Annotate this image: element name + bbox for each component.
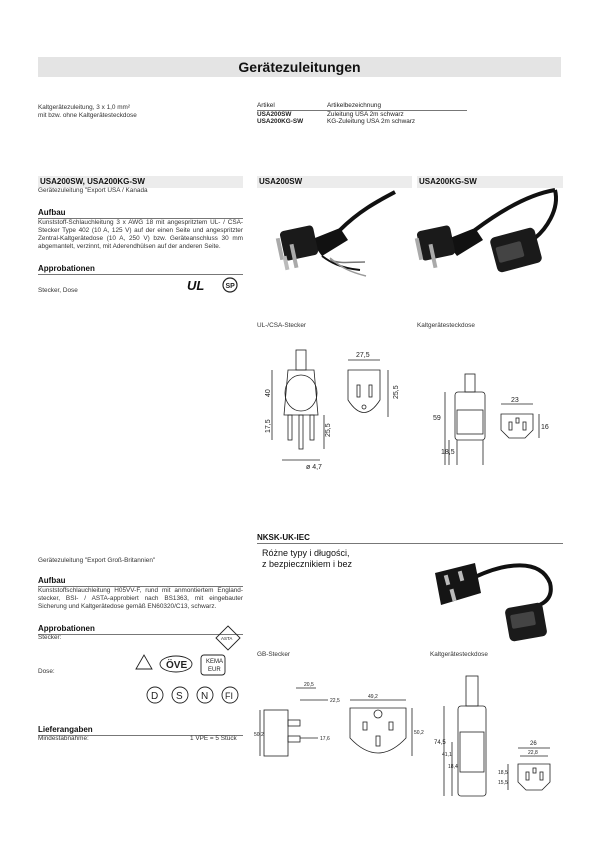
dim-26: 26: [530, 741, 537, 747]
uk-approval-marks: [128, 625, 243, 710]
usa-aufbau-text: Kunststoff-Schlauchleitung 3 x AWG 18 mit angespritztem UL- / CSA-Stecker Type 402 (10 A, 125 V) auf der einen Seite und angespritzter Zentral-Kaltgerätedose (10 A, 250 V) bzw. Geräteanschluss 30 mm abgemantelt, verzinnt, mit Aderendhülsen auf der anderen Seite.: [38, 219, 243, 250]
uk-section-header: NKSK-UK-IEC: [257, 533, 310, 542]
product-header-usa200sw: USA200SW: [257, 176, 412, 188]
dim-22-8: 22,8: [528, 750, 538, 756]
usa-approb-title: Approbationen: [38, 264, 95, 273]
table-row: [257, 118, 467, 126]
dim-41-1: 41,1: [442, 752, 452, 758]
dim-17-6: 17,6: [320, 736, 330, 742]
usa-section-header: USA200SW, USA200KG-SW: [38, 176, 243, 188]
gb-stecker-caption: GB-Stecker: [257, 651, 291, 658]
gb-plug-drawing: [254, 678, 424, 773]
dim-74-5: 74,5: [434, 740, 446, 746]
usa-plug-photo: [270, 190, 400, 280]
article-header-col: Artikel: [257, 102, 275, 109]
approval-marks: [185, 275, 245, 295]
dim-25-5: 25,5: [393, 385, 400, 399]
dim-27-5: 27,5: [356, 352, 370, 359]
article-description: KG-Zuleitung USA 2m schwarz: [327, 118, 416, 125]
kg-dose-drawing: [425, 370, 555, 480]
uk-note-line-1: Różne typy i długości,: [262, 548, 350, 558]
mindest-value: 1 VPE = 5 Stück: [190, 735, 237, 742]
usa-approb-label: Stecker, Dose: [38, 287, 78, 294]
dim-49-2: 49,2: [368, 694, 378, 700]
usa-aufbau-title: Aufbau: [38, 208, 66, 217]
dim-18-4: 18,4: [448, 764, 458, 770]
uk-kg-dose-caption: Kaltgerätesteckdose: [430, 651, 488, 658]
usa-subtitle: Gerätezuleitung "Export USA / Kanada: [38, 187, 148, 194]
liefer-title: Lieferangaben: [38, 725, 93, 734]
article-code: USA200KG-SW: [257, 118, 304, 125]
uk-aufbau-title: Aufbau: [38, 576, 66, 585]
dim-18-5: 18,5: [441, 449, 455, 456]
mindest-label: Mindestabnahme:: [38, 735, 89, 742]
uk-plug-photo: [425, 553, 555, 648]
dim-18-5: 18,5: [498, 770, 508, 776]
description-header-col: Artikelbezeichnung: [327, 102, 381, 109]
article-table: [257, 102, 467, 126]
kg-dose-caption: Kaltgerätesteckdose: [417, 322, 475, 329]
product-header-usa200kg: USA200KG-SW: [417, 176, 563, 188]
kema-mark-text-2: EUR: [208, 667, 221, 673]
dim-40: 40: [265, 389, 272, 397]
divider: [257, 543, 563, 544]
dim-50-2-right: 50,2: [414, 730, 424, 736]
s-mark-text: S: [176, 691, 183, 702]
uk-subtitle: Gerätezuleitung "Export Groß-Britannien": [38, 557, 156, 564]
uk-kg-dose-drawing: [430, 672, 560, 812]
usa-kg-plug-photo: [415, 190, 565, 280]
ul-csa-caption: UL-/CSA-Stecker: [257, 322, 307, 329]
ul-mark-icon: UL: [187, 278, 205, 293]
dim-16: 16: [541, 424, 549, 431]
table-row: [257, 111, 467, 119]
uk-dose-label: Dose:: [38, 668, 55, 675]
dim-20-5: 20,5: [304, 682, 314, 688]
bsi-mark-icon: [136, 655, 152, 669]
d-mark-text: D: [151, 691, 159, 702]
article-description: Zuleitung USA 2m schwarz: [327, 110, 404, 118]
fi-mark-text: FI: [225, 691, 233, 701]
dim-50-2-left: 50,2: [254, 732, 264, 738]
dim-17-5: 17,5: [265, 419, 272, 433]
page-title: Gerätezuleitungen: [38, 57, 561, 77]
uk-note: [262, 548, 352, 570]
ul-csa-plug-drawing: [262, 345, 412, 495]
uk-stecker-label: Stecker:: [38, 634, 62, 641]
uk-note-line-2: z bezpiecznikiem i bez: [262, 559, 353, 569]
dim-15-5: 15,5: [498, 780, 508, 786]
uk-approb-title: Approbationen: [38, 624, 95, 633]
asta-mark-text: ASTA: [221, 636, 233, 641]
dim-23: 23: [511, 397, 519, 404]
ove-mark-text: ÖVE: [166, 660, 188, 671]
article-table-header: [257, 102, 467, 110]
dim-59: 59: [433, 415, 441, 422]
dim-25-5-pin: 25,5: [325, 423, 332, 437]
n-mark-text: N: [201, 691, 209, 702]
dim-diameter: ø 4,7: [306, 464, 322, 471]
uk-aufbau-text: Kunststoffschlauchleitung H05VV-F, rund mit anmontiertem England-stecker, BSI- / ASTA-approbiert nach BS1363, mit eingebauter Sicherung und Kaltgerätedose gemäß EN60320/C13, schwarz.: [38, 587, 243, 610]
csa-mark-text: SP: [225, 283, 235, 290]
kema-mark-text-1: KEMA: [206, 659, 224, 665]
article-code: USA200SW: [257, 110, 292, 118]
dim-22-5: 22,5: [330, 698, 340, 704]
intro-line-1: Kaltgerätezuleitung, 3 x 1,0 mm²: [38, 104, 130, 111]
intro-line-2: mit bzw. ohne Kaltgerätesteckdose: [38, 112, 137, 119]
